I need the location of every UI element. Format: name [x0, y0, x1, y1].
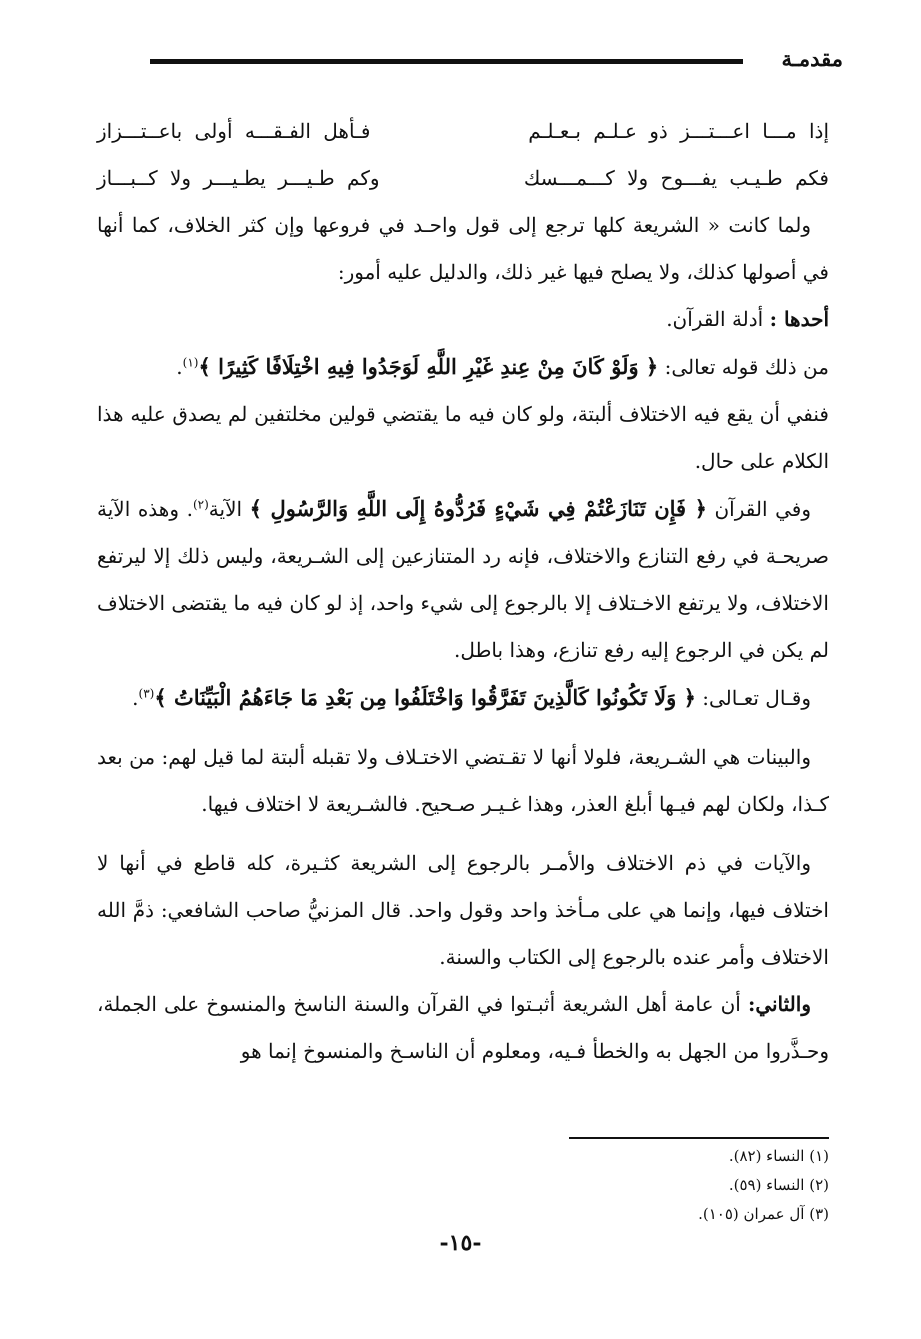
footnote: (٣) آل عمران (١٠٥). — [698, 1205, 829, 1223]
poem-line — [97, 108, 829, 155]
poem-hemistich-right: إذا مـــا اعـــتـــز ذو عـلـم بـعـلـم — [528, 119, 829, 143]
paragraph-text: أن عامة أهل الشريعة أثبـتوا في القرآن والسنة الناسخ والمنسوخ على الجملة، وحـذَّروا من الجهل به والخطأ فـيه، ومعلوم أن الناسـخ والمنسوخ إنما هو — [97, 992, 829, 1063]
quran-verse: ﴿ وَلَوْ كَانَ مِنْ عِندِ غَيْرِ اللَّهِ لَوَجَدُوا فِيهِ اخْتِلَافًا كَثِيرًا ﴾ — [198, 354, 659, 379]
paragraph-text: وفي القرآن — [714, 497, 811, 521]
footnote-ref: (٢) — [192, 497, 209, 512]
paragraph-text: وقـال تعـالى: — [702, 686, 811, 710]
paragraph-text: ولما كانت « الشريعة كلها ترجع إلى قول واحـد في فروعها وإن كثر الخلاف، كما أنها في أصولها كذلك، ولا يصلح فيها غير ذلك، والدليل عليه أمور: — [97, 213, 829, 284]
paragraph — [97, 674, 829, 722]
paragraph — [97, 981, 829, 1075]
footnote-ref: (٣) — [138, 686, 155, 701]
paragraph-text: أدلة القرآن. — [666, 307, 764, 331]
poem-line — [97, 155, 829, 202]
paragraph — [97, 485, 829, 674]
page-header — [150, 44, 843, 74]
footnotes — [698, 1142, 829, 1229]
paragraph-text: من ذلك قوله تعالى: — [664, 355, 829, 379]
poem-hemistich-left: فـأهل الفـقـــه أولى باعــتـــزاز — [97, 119, 371, 143]
paragraph-text: والآيات في ذم الاختلاف والأمـر بالرجوع إلى الشريعة كثـيرة، كله قاطع في أنها لا اختلاف فيها، وإنما هي على مـأخذ واحد وقول واحد. قال المزنيُّ صاحب الشافعي: ذمَّ الله الاختلاف وأمر عنده بالرجوع إلى الكتاب والسنة. — [97, 851, 829, 969]
paragraph — [97, 840, 829, 981]
quran-verse: ﴿ وَلَا تَكُونُوا كَالَّذِينَ تَفَرَّقُوا وَاخْتَلَفُوا مِن بَعْدِ مَا جَاءَهُمُ الْبَيِّنَاتُ ﴾ — [154, 685, 696, 710]
paragraph — [97, 343, 829, 391]
punctuation: . — [176, 355, 183, 379]
poem-hemistich-left: وكم طـيـــر يطـيـــر ولا كــبـــاز — [97, 166, 380, 190]
spacer — [97, 722, 829, 734]
paragraph — [97, 391, 829, 485]
footnote: (١) النساء (٨٢). — [728, 1147, 829, 1165]
paragraph-text: فنفي أن يقع فيه الاختلاف ألبتة، ولو كان فيه ما يقتضي قولين مخلتفين لم يصدق عليه هذا الكلام على حال. — [97, 402, 829, 473]
paragraph-text: . وهذه الآية صريحـة في رفع التنازع والاختلاف، فإنه رد المتنازعين إلى الشـريعة، وليس ذلك إلا ليرتفع الاختلاف، ولا يرتفع الاخـتلاف إلا بالرجوع إلى شيء واحد، إذ لو كان فيه ما يقتضى الاختلاف لم يكن في الرجوع إليه رفع تنازع، وهذا باطل. — [97, 497, 829, 662]
paragraph — [97, 734, 829, 828]
spacer — [97, 828, 829, 840]
page-number: -١٥- — [439, 1230, 482, 1256]
section-label: أحدها : — [769, 307, 829, 331]
quran-verse: ﴿ فَإِن تَنَازَعْتُمْ فِي شَيْءٍ فَرُدُّوهُ إِلَى اللَّهِ وَالرَّسُولِ ﴾ — [249, 496, 707, 521]
paragraph-text: الآية — [208, 497, 243, 521]
poem-hemistich-right: فكم طـيـب يفـــوح ولا كـــمـــسك — [523, 166, 829, 190]
footnote-rule — [569, 1137, 829, 1139]
paragraph-text: والبينات هي الشـريعة، فلولا أنها لا تقـتضي الاختـلاف ولا تقبله ألبتة لما قيل لهم: من بعد كـذا، ولكان لهم فيـها أبلغ العذر، وهذا غـيـر صـحيح. فالشـريعة لا اختلاف فيها. — [97, 745, 829, 816]
page-body — [97, 108, 829, 1075]
header-title: مقدمـة — [781, 46, 843, 71]
header-rule — [150, 59, 743, 64]
footnote-ref: (١) — [182, 355, 199, 370]
punctuation: . — [132, 686, 139, 710]
paragraph — [97, 296, 829, 343]
paragraph — [97, 202, 829, 296]
section-label: والثاني: — [747, 992, 811, 1016]
footnote: (٢) النساء (٥٩). — [728, 1176, 829, 1194]
